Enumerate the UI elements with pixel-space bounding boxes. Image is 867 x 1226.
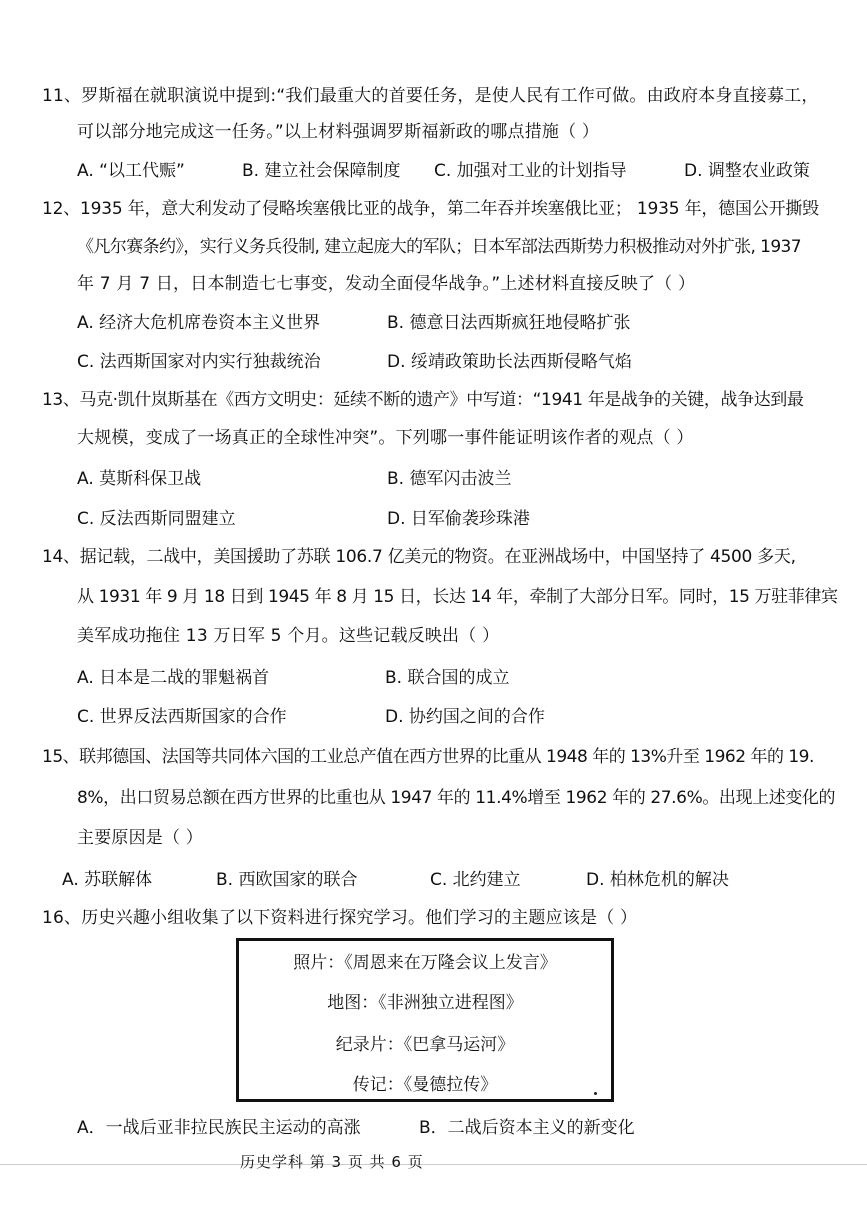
q13-stem-line2: 大规模，变成了一场真正的全球性冲突”。下列哪一事件能证明该作者的观点（ ）: [77, 428, 694, 448]
q13-option-a: A. 莫斯科保卫战: [77, 469, 202, 489]
q14-stem-line3: 美军成功拖住 13 万日军 5 个月。这些记载反映出（ ）: [77, 626, 500, 646]
q15-option-a: A. 苏联解体: [62, 870, 153, 890]
q14-option-d: D. 协约国之间的合作: [385, 707, 545, 727]
q11-option-b: B. 建立社会保障制度: [242, 161, 401, 181]
q12-option-d: D. 绥靖政策助长法西斯侵略气焰: [387, 352, 632, 372]
q15-stem-line2: 8%，出口贸易总额在西方世界的比重也从 1947 年的 11.4%增至 1962 年的 27.6%。出现上述变化的: [77, 788, 836, 808]
q16-material-map: 地图：《非洲独立进程图》: [327, 993, 523, 1013]
q13-option-c: C. 反法西斯同盟建立: [77, 509, 236, 529]
q12-stem-line3: 年 7 月 7 日，日本制造七七事变，发动全面侵华战争。”上述材料直接反映了（ ）: [77, 274, 696, 294]
scan-speck: [594, 1092, 597, 1095]
q11-option-c: C. 加强对工业的计划指导: [434, 161, 627, 181]
q16-material-photo: 照片：《周恩来在万隆会议上发言》: [293, 953, 557, 973]
q12-option-b: B. 德意日法西斯疯狂地侵略扩张: [387, 313, 631, 333]
q15-option-c: C. 北约建立: [430, 870, 521, 890]
q14-stem-line1: 14、据记载，二战中，美国援助了苏联 106.7 亿美元的物资。在亚洲战场中，中国坚持了 4500 多天,: [42, 547, 796, 567]
page-footer: 历史学科 第 3 页 共 6 页: [240, 1153, 424, 1171]
q12-option-a: A. 经济大危机席卷资本主义世界: [77, 313, 321, 333]
q12-stem-line2: 《凡尔赛条约》，实行义务兵役制, 建立起庞大的军队；日本军部法西斯势力积极推动对外扩张, 1937: [77, 237, 801, 257]
q13-stem-line1: 13、马克·凯什岚斯基在《西方文明史：延续不断的遗产》中写道：“1941 年是战争的关键，战争达到最: [42, 390, 804, 410]
q11-option-d: D. 调整农业政策: [684, 161, 810, 181]
q13-option-d: D. 日军偷袭珍珠港: [387, 509, 530, 529]
q12-stem-line1: 12、1935 年，意大利发动了侵略埃塞俄比亚的战争，第二年吞并埃塞俄比亚； 1935 年，德国公开撕毁: [42, 199, 819, 219]
q15-stem-line1: 15、联邦德国、法国等共同体六国的工业总产值在西方世界的比重从 1948 年的 13%升至 1962 年的 19.: [42, 747, 814, 767]
q14-option-b: B. 联合国的成立: [385, 668, 510, 688]
q14-option-c: C. 世界反法西斯国家的合作: [77, 707, 287, 727]
q11-stem-line1: 11、罗斯福在就职演说中提到:“我们最重大的首要任务，是使人民有工作可做。由政府本身直接募工，: [42, 86, 819, 106]
q13-option-b: B. 德军闪击波兰: [387, 469, 512, 489]
q14-stem-line2: 从 1931 年 9 月 18 日到 1945 年 8 月 15 日，长达 14 年，牵制了大部分日军。同时，15 万驻菲律宾: [77, 587, 838, 607]
q14-option-a: A. 日本是二战的罪魁祸首: [77, 668, 270, 688]
q12-option-c: C. 法西斯国家对内实行独裁统治: [77, 352, 321, 372]
q11-option-a: A. “以工代赈”: [77, 161, 185, 181]
q11-stem-line2: 可以部分地完成这一任务。”以上材料强调罗斯福新政的哪点措施（ ）: [77, 122, 600, 142]
q15-stem-line3: 主要原因是（ ）: [77, 828, 204, 848]
q15-option-b: B. 西欧国家的联合: [216, 870, 358, 890]
q16-stem-line1: 16、历史兴趣小组收集了以下资料进行探究学习。他们学习的主题应该是（ ）: [42, 908, 638, 928]
footer-divider: [0, 1164, 867, 1165]
q16-material-documentary: 纪录片：《巴拿马运河》: [335, 1035, 515, 1055]
q16-material-box: [236, 938, 614, 1102]
q16-option-a: A．一战后亚非拉民族民主运动的高涨: [77, 1118, 361, 1138]
q15-option-d: D. 柏林危机的解决: [586, 870, 729, 890]
q16-option-b: B．二战后资本主义的新变化: [419, 1118, 635, 1138]
q16-material-biography: 传记：《曼德拉传》: [352, 1075, 498, 1095]
